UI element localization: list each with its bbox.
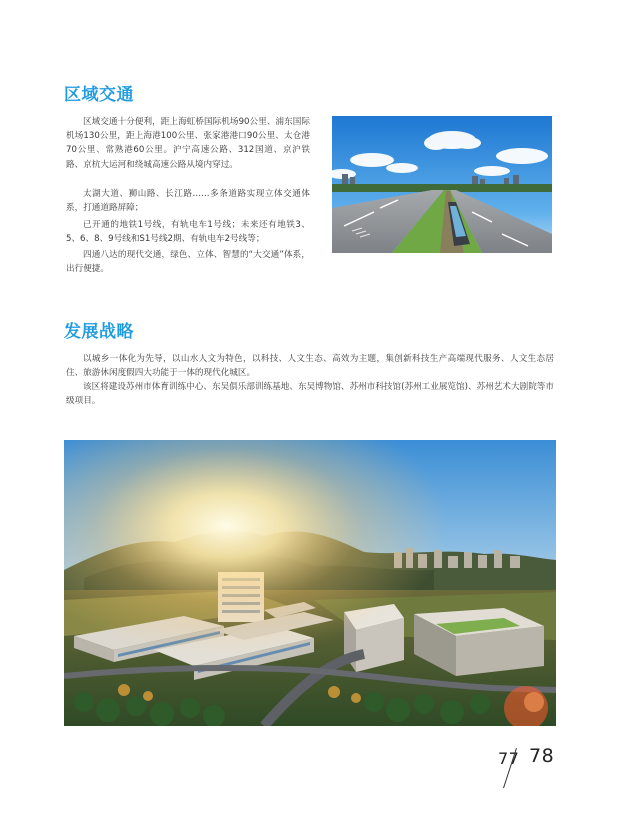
- transport-paragraph-2: 太湖大道、狮山路、长江路……多条道路实现立体交通体系，打通道路屏障；: [66, 189, 310, 214]
- transport-paragraph-3: 已开通的地铁1号线，有轨电车1号线；未来还有地铁3、5、6、8、9号线和S1号线2期、有轨电车2号线等；: [66, 220, 310, 245]
- transport-paragraph-1: 区域交通十分便利，距上海虹桥国际机场90公里、浦东国际机场130公里，距上海港100公里、张家港港口90公里、太仓港70公里、常熟港60公里。沪宁高速公路、312国道、京沪铁路、京杭大运河和绕城高速公路从境内穿过。: [66, 117, 310, 170]
- strategy-paragraph-2: 该区将建设苏州市体育训练中心、东吴俱乐部训练基地、东吴博物馆、苏州市科技馆(苏州工业展览馆)、苏州艺术大剧院等市级项目。: [66, 382, 554, 407]
- page-numbers: [490, 744, 560, 794]
- road-tram-photo: [332, 116, 552, 253]
- section-title-strategy: 发展战略: [64, 322, 134, 342]
- transport-paragraph-4: 四通八达的现代交通，绿色、立体、智慧的“大交通”体系，出行便捷。: [66, 250, 310, 275]
- aerial-district-photo: [64, 440, 556, 726]
- section-title-transport: 区域交通: [64, 85, 134, 105]
- strategy-paragraph-1: 以城乡一体化为先导，以山水人文为特色，以科技、人文生态、高效为主题，集创新科技生产高端现代服务、人文生态居住、旅游休闲度假四大功能于一体的现代化城区。: [66, 354, 554, 379]
- page-number-right: 78: [529, 745, 555, 767]
- page-number-left: 77: [498, 749, 520, 768]
